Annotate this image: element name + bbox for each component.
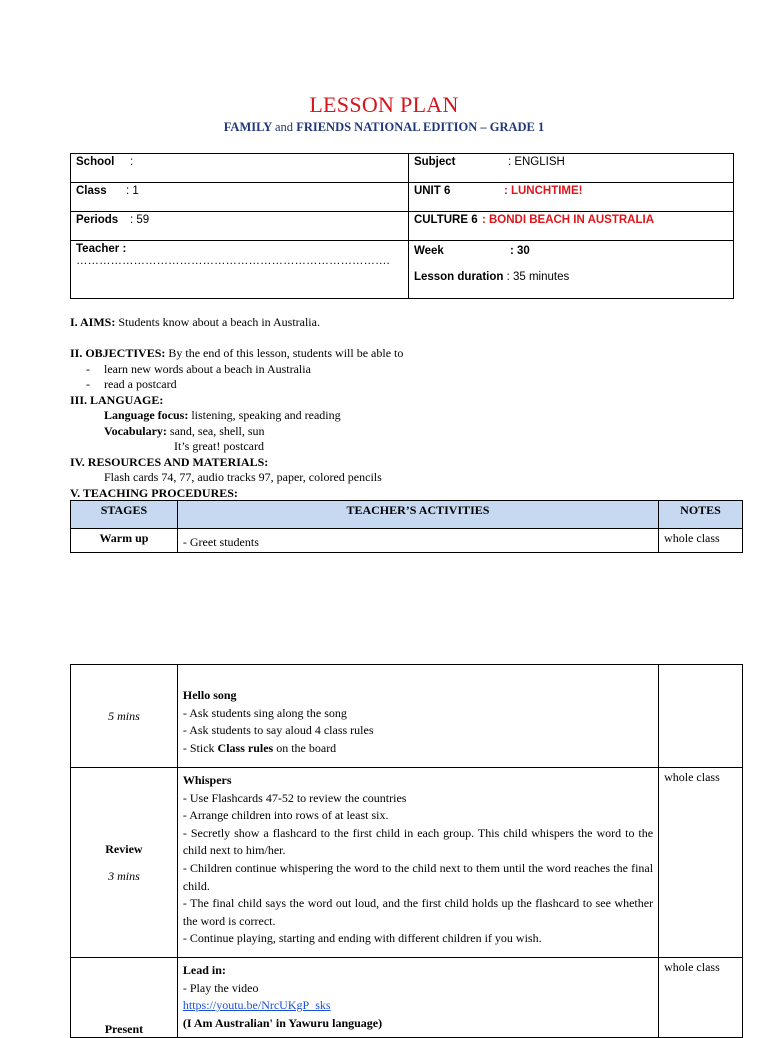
activity-line: - Use Flashcards 47-52 to review the countries: [182, 790, 407, 805]
culture-value: : BONDI BEACH IN AUSTRALIA: [481, 214, 655, 226]
review-activity: [177, 768, 658, 958]
col-notes-header: NOTES: [659, 501, 743, 529]
review-stage-label: Review: [105, 841, 143, 856]
video-link[interactable]: https://youtu.be/NrcUKgP_sks: [182, 998, 331, 1013]
present-stage-label: Present: [104, 1022, 144, 1036]
vocabulary-text-2: It’s great! postcard: [174, 439, 264, 453]
aims-section: [70, 315, 320, 331]
teacher-value: ……………………………………………………………………….: [76, 255, 390, 267]
activity-line: - Secretly show a flashcard to the first child in each group. This child whispers the word to the child next to him/her.: [182, 825, 654, 858]
duration-label: Lesson duration: [413, 271, 504, 283]
school-label: School: [76, 156, 115, 168]
whispers-title: Whispers: [182, 773, 232, 787]
objective-item: - read a postcard: [70, 377, 403, 393]
present-note: whole class: [659, 958, 743, 1038]
language-focus-text: listening, speaking and reading: [188, 408, 341, 422]
review-stage: [71, 768, 178, 958]
page-title: LESSON PLAN: [309, 92, 459, 117]
subtitle-and: and: [275, 120, 294, 134]
objectives-text: By the end of this lesson, students will be able to: [165, 346, 404, 360]
week-cell: [408, 241, 733, 299]
subtitle-part2: FRIENDS NATIONAL EDITION – GRADE 1: [293, 120, 545, 134]
aims-text: Students know about a beach in Australia.: [115, 315, 320, 329]
objectives-section: [70, 346, 403, 501]
school-value: :: [130, 156, 134, 168]
vocabulary-label: Vocabulary:: [104, 423, 167, 438]
warmup-stage: Warm up: [71, 529, 178, 553]
hello-song-note: [659, 665, 743, 768]
activity-line: - Ask students to say aloud 4 class rules: [182, 723, 374, 738]
stick-text-bold: Class rules: [217, 740, 274, 755]
hello-song-mins: 5 mins: [108, 708, 140, 723]
subject-value: : ENGLISH: [507, 156, 565, 168]
class-value: : 1: [126, 185, 139, 197]
class-cell: [71, 183, 409, 212]
col-activities-header: TEACHER’S ACTIVITIES: [177, 501, 658, 529]
periods-label: Periods: [76, 214, 119, 226]
duration-value: : 35 minutes: [506, 271, 570, 283]
subject-cell: [408, 154, 733, 183]
culture-label: CULTURE 6: [413, 214, 478, 226]
hello-song-title: Hello song: [182, 688, 237, 702]
week-value: : 30: [509, 245, 530, 257]
periods-cell: [71, 212, 409, 241]
teacher-cell: [71, 241, 409, 299]
review-mins: 3 mins: [108, 868, 140, 883]
procedures-heading: V. TEACHING PROCEDURES:: [70, 485, 238, 500]
activity-line: - The final child says the word out loud, and the first child holds up the flashcard to see whether the word is correct.: [182, 896, 654, 928]
page-subtitle: [0, 120, 768, 135]
activity-line: - Children continue whispering the word to the child next to them until the word reaches the final child.: [182, 860, 654, 893]
subject-label: Subject: [413, 156, 456, 168]
hello-song-stage: [71, 665, 178, 768]
present-stage: [71, 958, 178, 1038]
class-label: Class: [76, 185, 107, 197]
unit-label: UNIT 6: [413, 185, 451, 197]
warmup-note: whole class: [659, 529, 743, 553]
subtitle-part1: FAMILY: [223, 120, 275, 134]
periods-value: : 59: [130, 214, 150, 226]
resources-heading: IV. RESOURCES AND MATERIALS:: [70, 454, 269, 469]
video-caption: (I Am Australian' in Yawuru language): [182, 1015, 383, 1030]
present-activity: [177, 958, 658, 1038]
procedures-table: [70, 500, 743, 553]
lead-in-title: Lead in:: [182, 963, 226, 977]
unit-cell: [408, 183, 733, 212]
aims-heading: I. AIMS:: [70, 315, 116, 329]
info-table: [70, 153, 734, 299]
school-cell: [71, 154, 409, 183]
stick-text-pre: - Stick: [182, 740, 218, 755]
objectives-heading: II. OBJECTIVES:: [70, 346, 166, 360]
vocabulary-text: sand, sea, shell, sun: [166, 423, 265, 438]
col-stages-header: STAGES: [71, 501, 178, 529]
review-note: whole class: [659, 768, 743, 958]
resources-text: Flash cards 74, 77, audio tracks 97, paper, colored pencils: [104, 470, 382, 484]
week-label: Week: [413, 245, 444, 257]
language-focus-label: Language focus:: [104, 408, 189, 422]
teacher-label: Teacher :: [76, 243, 127, 255]
language-heading: III. LANGUAGE:: [70, 392, 164, 407]
warmup-activity: - Greet students: [177, 529, 658, 553]
activity-line: - Continue playing, starting and ending with different children if you wish.: [182, 931, 542, 946]
objective-item: - learn new words about a beach in Australia: [70, 362, 403, 378]
activity-line: - Play the video: [182, 980, 259, 995]
activity-line: - Arrange children into rows of at least six.: [182, 808, 389, 823]
stick-text-post: on the board: [273, 740, 337, 755]
activity-line: - Ask students sing along the song: [182, 705, 347, 720]
hello-song-activity: [177, 665, 658, 768]
unit-value: : LUNCHTIME!: [503, 185, 583, 197]
procedures-table-continued: [70, 664, 743, 1038]
culture-cell: [408, 212, 733, 241]
